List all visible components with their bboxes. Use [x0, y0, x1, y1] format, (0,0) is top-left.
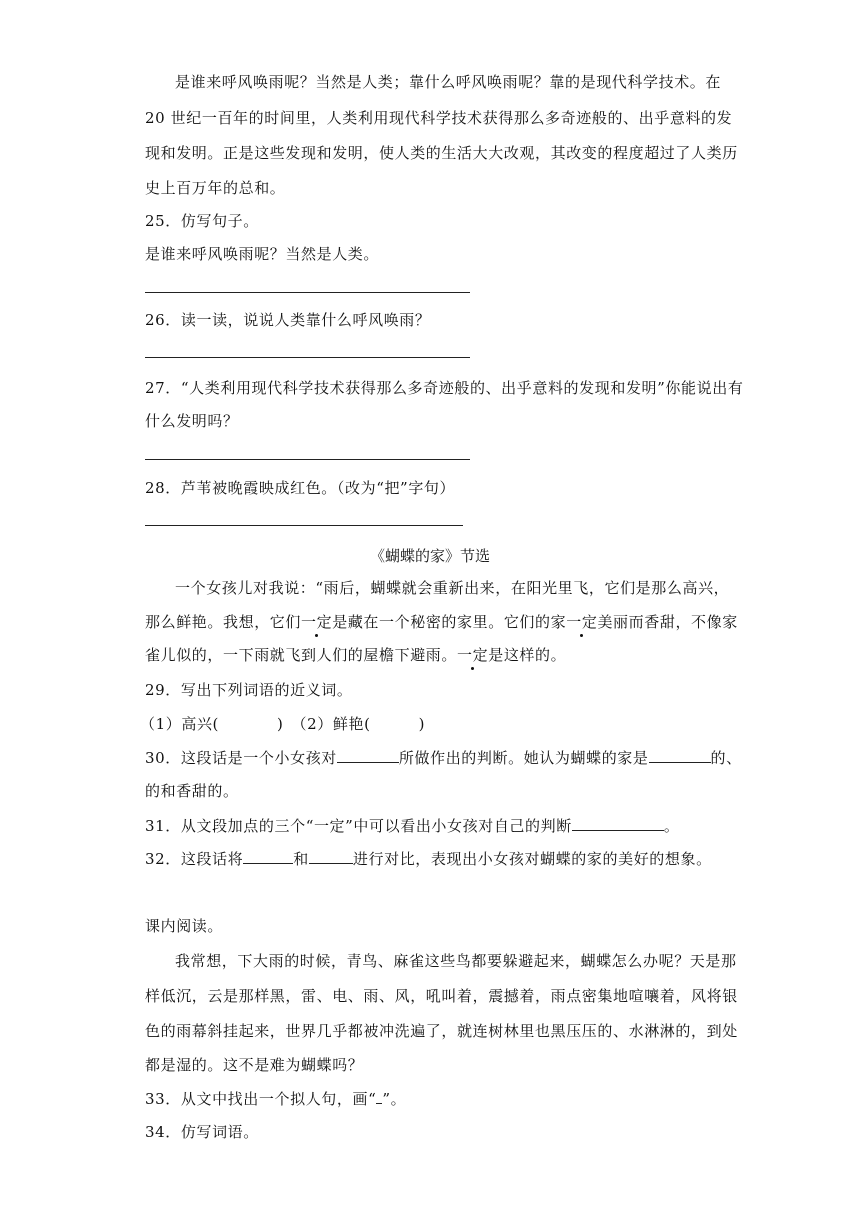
answer-line-27[interactable] — [145, 459, 470, 460]
question-29: 29．写出下列词语的近义词。 — [145, 681, 353, 699]
question-30-line-2: 的和香甜的。 — [145, 782, 239, 800]
section2-line-1: 一个女孩儿对我说：“雨后，蝴蝶就会重新出来，在阳光里飞，它们是那么高兴， — [175, 579, 730, 597]
answer-line-26[interactable] — [145, 357, 470, 358]
passage1-line-2: 20 世纪一百年的时间里，人类利用现代科学技术获得那么多奇迹般的、出乎意料的发 — [145, 109, 733, 127]
question-26: 26．读一读，说说人类靠什么呼风唤雨？ — [145, 311, 431, 329]
passage1-line-4: 史上百万年的总和。 — [145, 179, 286, 197]
answer-line-25[interactable] — [145, 292, 470, 293]
answer-line-28[interactable] — [145, 525, 463, 526]
answer-blank-30-1[interactable] — [337, 746, 399, 763]
question-33: 33．从文中找出一个拟人句，画“ ”。 — [145, 1090, 407, 1108]
passage1-line-3: 现和发明。正是这些发现和发明，使人类的生活大大改观，其改变的程度超过了人类历 — [145, 144, 738, 162]
question-27-line-2: 什么发明吗？ — [145, 412, 239, 430]
section2-line-3: 雀儿似的，一下雨就飞到人们的屋檐下避雨。一定是这样的。 — [145, 646, 567, 664]
section3-line-4: 都是湿的。这不是难为蝴蝶吗？ — [145, 1056, 364, 1074]
question-31: 31．从文段加点的三个“一定”中可以看出小女孩对自己的判断 。 — [145, 814, 679, 837]
section-title: 《蝴蝶的家》节选 — [369, 547, 490, 565]
question-29-items: （1）高兴( ) （2）鲜艳( ) — [140, 715, 426, 733]
section2-line-2: 那么鲜艳。我想，它们一定是藏在一个秘密的家里。它们的家一定美丽而香甜，不像家 — [145, 613, 738, 631]
question-25: 25．仿写句子。 — [145, 212, 259, 230]
section3-line-1: 我常想，下大雨的时候，青鸟、麻雀这些鸟都要躲避起来，蝴蝶怎么办呢？天是那 — [175, 952, 737, 970]
question-34: 34．仿写词语。 — [145, 1123, 259, 1141]
answer-blank-32-1[interactable] — [243, 847, 293, 864]
question-32: 32．这段话将 和 进行对比，表现出小女孩对蝴蝶的家的美好的想象。 — [145, 847, 712, 870]
section3-label: 课内阅读。 — [145, 917, 224, 935]
dotted-word-1: 一定 — [301, 613, 333, 631]
question-25-example: 是谁来呼风唤雨呢？当然是人类。 — [145, 245, 380, 263]
answer-blank-31[interactable] — [572, 814, 664, 831]
question-28: 28．芦苇被晚霞映成红色。（改为“把”字句） — [145, 479, 456, 497]
section3-line-3: 色的雨幕斜挂起来，世界几乎都被冲洗遍了，就连树林里也黑压压的、水淋淋的，到处 — [145, 1022, 738, 1040]
question-30-line-1: 30．这段话是一个小女孩对 所做作出的判断。她认为蝴蝶的家是 的、 — [145, 746, 742, 769]
answer-blank-32-2[interactable] — [309, 847, 353, 864]
section3-line-2: 样低沉，云是那样黑，雷、电、雨、风，吼叫着，震撼着，雨点密集地喧嚷着，风将银 — [145, 987, 738, 1005]
passage1-line-1: 是谁来呼风唤雨呢？当然是人类；靠什么呼风唤雨呢？靠的是现代科学技术。在 — [175, 73, 722, 91]
answer-blank-30-2[interactable] — [649, 746, 711, 763]
dotted-word-3: 一定 — [457, 646, 489, 664]
dotted-word-2: 一定 — [566, 613, 598, 631]
question-27-line-1: 27．“人类利用现代科学技术获得那么多奇迹般的、出乎意料的发现和发明”你能说出有 — [145, 379, 744, 397]
